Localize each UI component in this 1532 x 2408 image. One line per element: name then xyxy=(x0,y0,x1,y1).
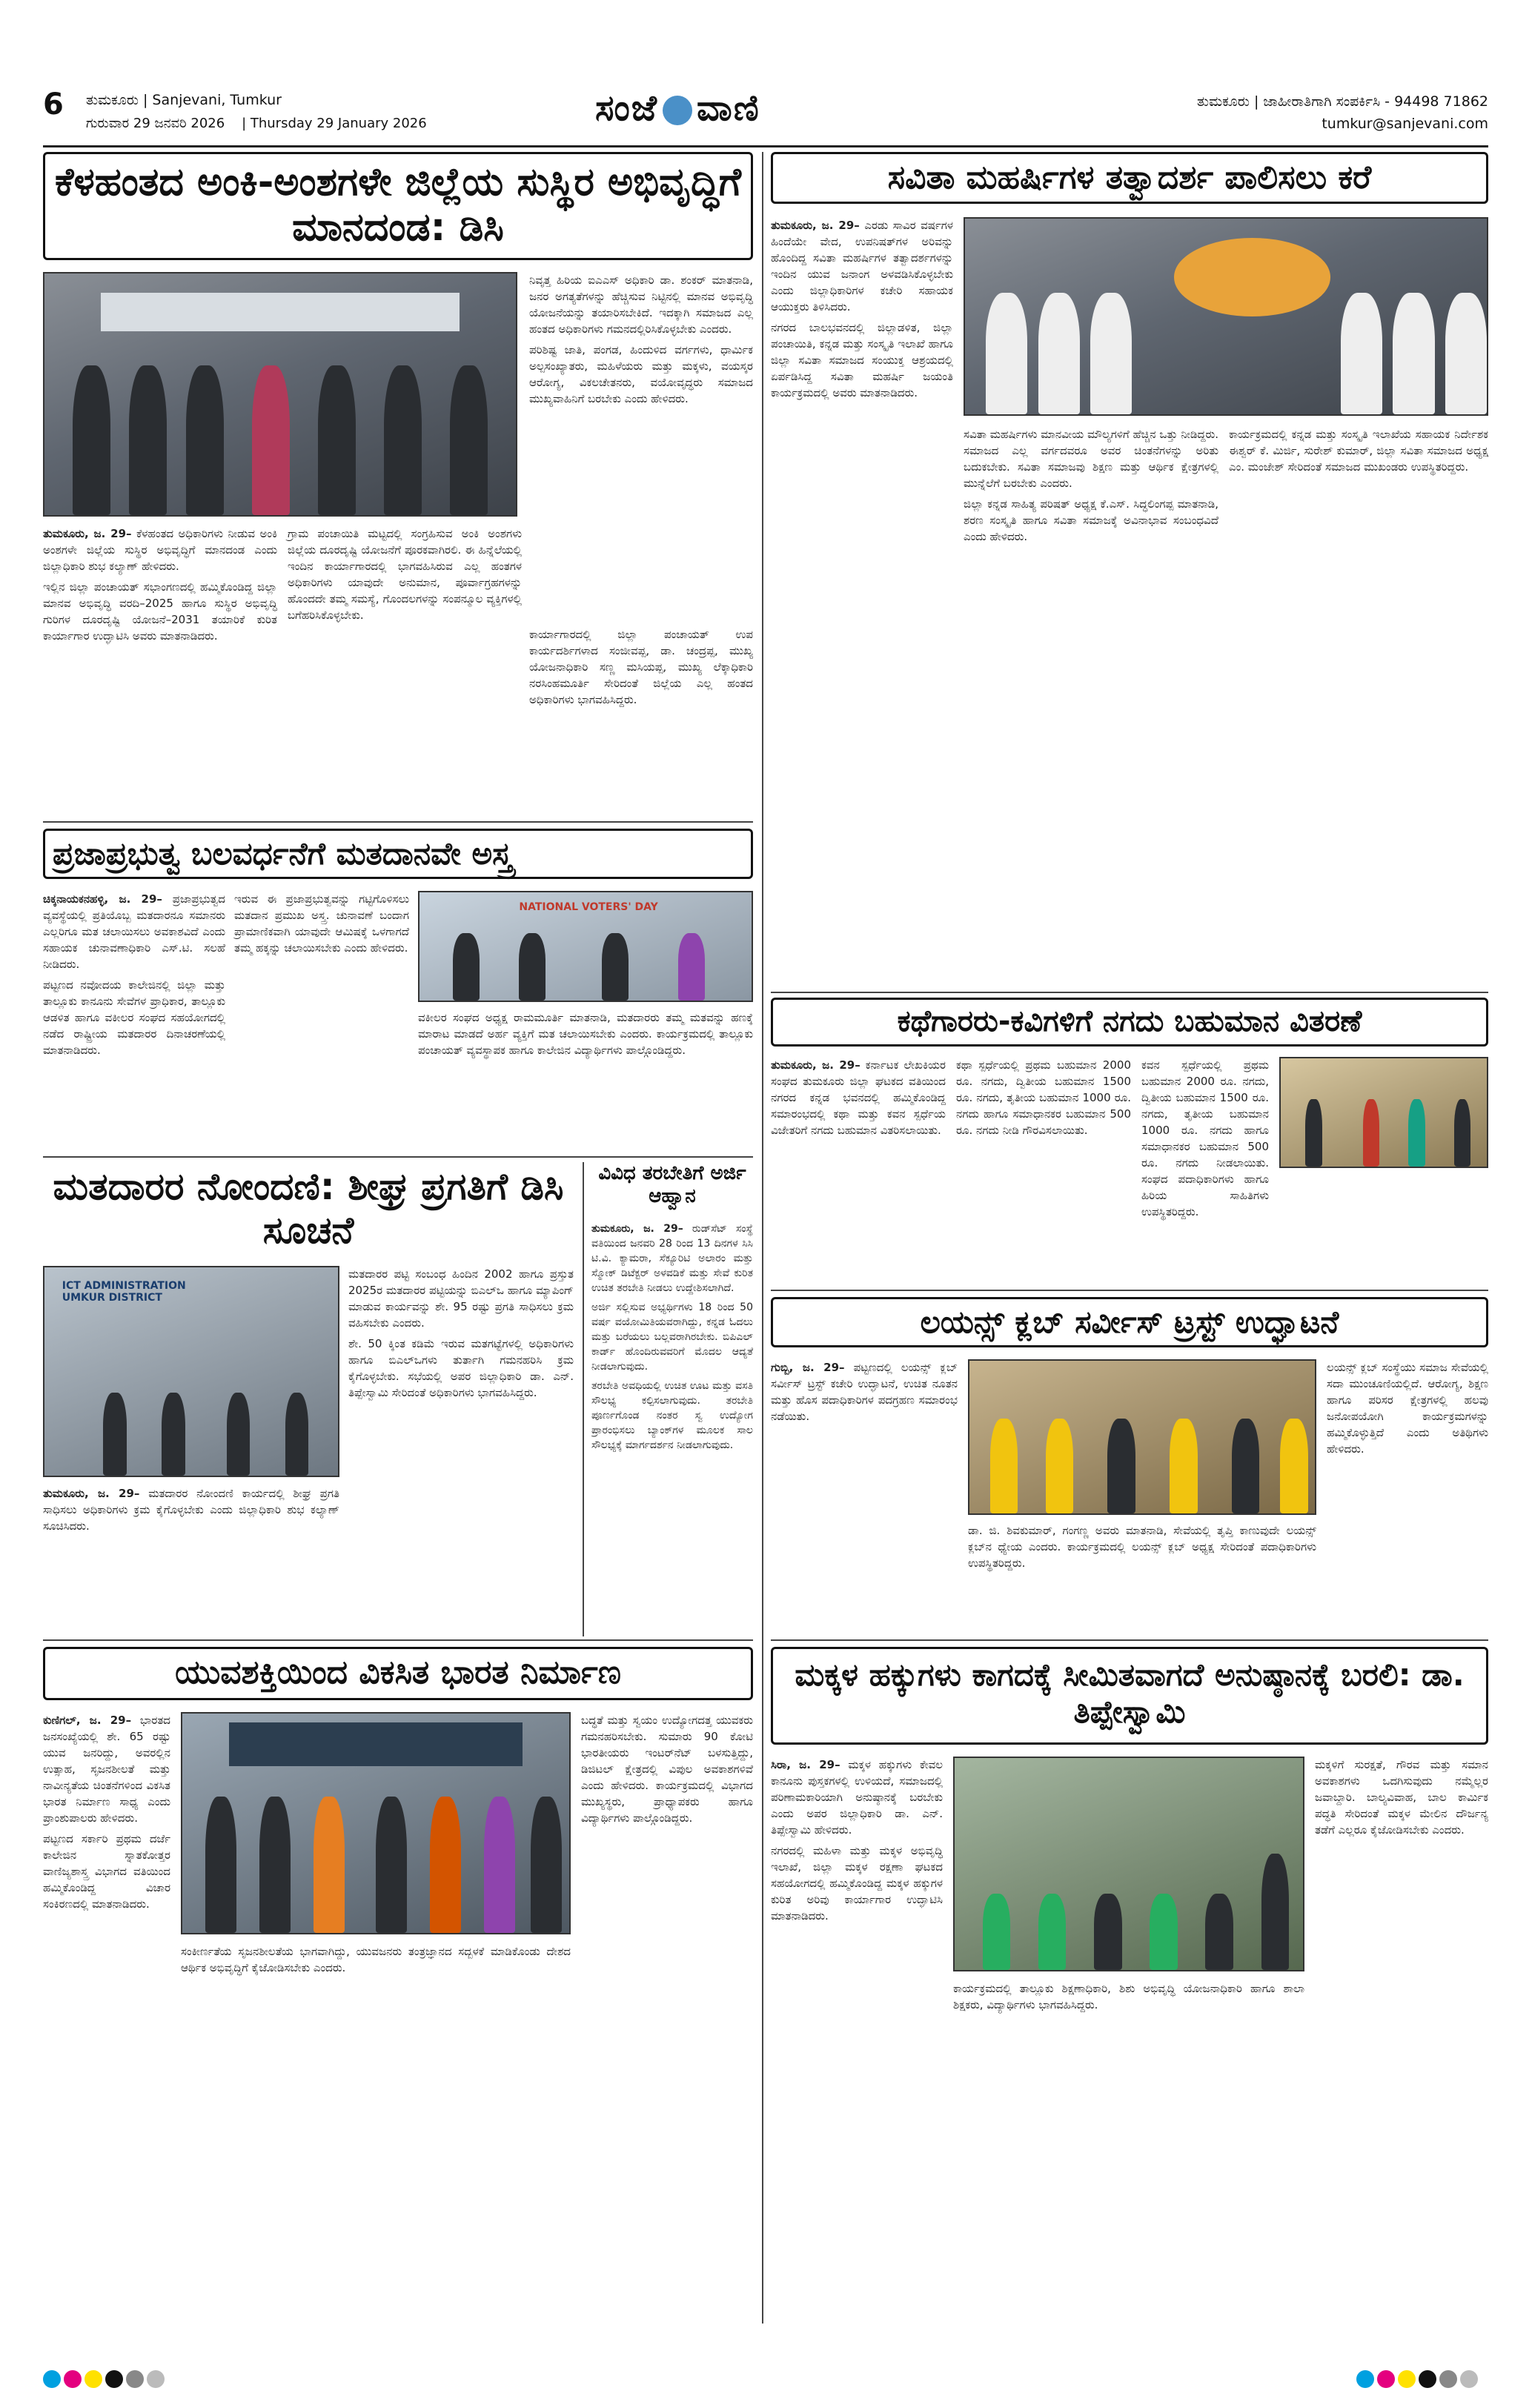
section-rule xyxy=(771,1290,1488,1291)
article-body xyxy=(348,1266,574,1405)
dateline: ಕುಣಿಗಲ್, ಜ. 29– xyxy=(43,1714,132,1727)
cyan-mark xyxy=(43,2370,61,2388)
article-kathegararu xyxy=(771,998,1488,1287)
masthead-rule xyxy=(43,145,1488,147)
page-number: 6 xyxy=(43,87,64,122)
dateline: ತುಮಕೂರು, ಜ. 29– xyxy=(591,1223,683,1235)
article-body xyxy=(529,272,753,411)
column-divider xyxy=(583,1162,584,1636)
photo-voters-day xyxy=(418,891,753,1002)
paragraph: ಮಕ್ಕಳಿಗೆ ಸುರಕ್ಷತೆ, ಗೌರವ ಮತ್ತು ಸಮಾನ ಅವಕಾಶಗಳು ಒದಗಿಸುವುದು ನಮ್ಮೆಲ್ಲರ ಜವಾಬ್ದಾರಿ. ಬಾಲ್ಯವಿವಾಹ, ಬಾಲ ಕಾರ್ಮಿಕ ಪದ್ಧತಿ ಸೇರಿದಂತೆ ಮಕ್ಕಳ ಮೇಲಿನ ದೌರ್ಜನ್ಯ ತಡೆಗೆ ಎಲ್ಲರೂ ಕೈಜೋಡಿಸಬೇಕು ಎಂದರು. xyxy=(1315,1758,1488,1837)
dateline: ಸಿರಾ, ಜ. 29– xyxy=(771,1758,840,1771)
paragraph: ಪಟ್ಟಣದ ನವೋದಯ ಕಾಲೇಜಿನಲ್ಲಿ ಜಿಲ್ಲಾ ಮತ್ತು ತಾಲ್ಲೂಕು ಕಾನೂನು ಸೇವೆಗಳ ಪ್ರಾಧಿಕಾರ, ತಾಲ್ಲೂಕು ಆಡಳಿತ ಹಾಗೂ ವಕೀಲರ ಸಂಘದ ಸಹಯೋಗದಲ್ಲಿ ನಡೆದ ರಾಷ್ಟ್ರೀಯ ಮತದಾರರ ದಿನಾಚರಣೆಯಲ್ಲಿ ಮಾತನಾಡಿದರು. xyxy=(43,978,225,1057)
photo-award xyxy=(1279,1057,1488,1168)
column-divider xyxy=(762,152,763,2324)
paragraph: ರುಡ್‌ಸೆಟ್ ಸಂಸ್ಥೆ ವತಿಯಿಂದ ಜನವರಿ 28 ರಿಂದ 13 ದಿನಗಳ ಸಿಸಿ ಟಿ.ವಿ. ಕ್ಯಾಮರಾ, ಸೆಕ್ಯೂರಿಟಿ ಅಲಾರಂ ಮತ್ತು ಸ್ಮೋಕ್ ಡಿಟೆಕ್ಟರ್ ಅಳವಡಿಕೆ ಮತ್ತು ಸೇವೆ ಕುರಿತ ಉಚಿತ ತರಬೇತಿ ನೀಡಲು ಉದ್ದೇಶಿಸಲಾಗಿದೆ. xyxy=(591,1223,753,1294)
article-voting-weapon xyxy=(43,829,753,1155)
article-child-rights xyxy=(771,1647,1488,2323)
headline: ಲಯನ್ಸ್ ಕ್ಲಬ್ ಸರ್ವೀಸ್ ಟ್ರಸ್ಟ್ ಉದ್ಘಾಟನೆ xyxy=(771,1297,1488,1347)
paragraph: ನಿವೃತ್ತ ಹಿರಿಯ ಐಎಎಸ್ ಅಧಿಕಾರಿ ಡಾ. ಶಂಕರ್ ಮಾತನಾಡಿ, ಜನರ ಅಗತ್ಯತೆಗಳನ್ನು ಹೆಚ್ಚಿಸುವ ನಿಟ್ಟಿನಲ್ಲಿ ಮಾನವ ಅಭಿವೃದ್ಧಿ ಯೋಜನೆಯನ್ನು ತಯಾರಿಸಬೇಕಿದೆ. ಇದಕ್ಕಾಗಿ ಸಮಾಜದ ಎಲ್ಲ ಹಂತದ ಅಧಿಕಾರಿಗಳು ಗಮನದಲ್ಲಿರಿಸಿಕೊಳ್ಳಬೇಕು ಎಂದರು. xyxy=(529,273,753,336)
section-rule xyxy=(43,821,753,823)
paragraph: ಇರುವ ಈ ಪ್ರಜಾಪ್ರಭುತ್ವವನ್ನು ಗಟ್ಟಿಗೊಳಿಸಲು ಮತದಾನ ಪ್ರಮುಖ ಅಸ್ತ್ರ. ಚುನಾವಣೆ ಬಂದಾಗ ಪ್ರಾಮಾಣಿಕವಾಗಿ ಯಾವುದೇ ಆಮಿಷಕ್ಕೆ ಒಳಗಾಗದೆ ತಮ್ಮ ಹಕ್ಕನ್ನು ಚಲಾಯಿಸಬೇಕು ಎಂದು ಹೇಳಿದರು. xyxy=(234,892,409,955)
article-voter-registration xyxy=(43,1162,574,1636)
article-dc-development xyxy=(43,152,753,823)
section-rule xyxy=(771,1639,1488,1641)
article-body xyxy=(529,626,753,712)
headline: ಕಥೆಗಾರರು-ಕವಿಗಳಿಗೆ ನಗದು ಬಹುಮಾನ ವಿತರಣೆ xyxy=(771,998,1488,1047)
cyan-mark xyxy=(1356,2370,1374,2388)
dateline: ಚಿಕ್ಕನಾಯಕನಹಳ್ಳಿ, ಜ. 29– xyxy=(43,892,162,906)
paragraph: ಸಂಕೀರ್ಣತೆಯ ಸೃಜನಶೀಲತೆಯ ಭಾಗವಾಗಿದ್ದು, ಯುವಜನರು ತಂತ್ರಜ್ಞಾನದ ಸದ್ಬಳಕೆ ಮಾಡಿಕೊಂಡು ದೇಶದ ಆರ್ಥಿಕ ಅಭಿವೃದ್ಧಿಗೆ ಕೈಜೋಡಿಸಬೇಕು ಎಂದರು. xyxy=(181,1945,571,1974)
date-line xyxy=(86,116,427,131)
date-kannada: ಗುರುವಾರ 29 ಜನವರಿ 2026 xyxy=(86,116,225,131)
dateline: ತುಮಕೂರು, ಜ. 29– xyxy=(771,1058,860,1072)
dateline: ತುಮಕೂರು, ಜ. 29– xyxy=(43,1487,140,1500)
article-training-applications xyxy=(591,1162,753,1636)
paragraph: ಕೆಳಹಂತದ ಅಧಿಕಾರಿಗಳು ನೀಡುವ ಅಂಕಿ ಅಂಶಗಳೇ ಜಿಲ್ಲೆಯ ಸುಸ್ಥಿರ ಅಭಿವೃದ್ಧಿಗೆ ಮಾನದಂಡ ಎಂದು ಜಿಲ್ಲಾಧಿಕಾರಿ ಶುಭ ಕಲ್ಯಾಣ್ ಹೇಳಿದರು. xyxy=(43,527,277,573)
paragraph: ನಗರದ ಬಾಲಭವನದಲ್ಲಿ ಜಿಲ್ಲಾಡಳಿತ, ಜಿಲ್ಲಾ ಪಂಚಾಯಿತಿ, ಕನ್ನಡ ಮತ್ತು ಸಂಸ್ಕೃತಿ ಇಲಾಖೆ ಹಾಗೂ ಜಿಲ್ಲಾ ಸವಿತಾ ಸಮಾಜದ ಸಂಯುಕ್ತ ಆಶ್ರಯದಲ್ಲಿ ಏರ್ಪಡಿಸಿದ್ದ ಸವಿತಾ ಮಹರ್ಷಿ ಜಯಂತಿ ಕಾರ್ಯಕ್ರಮದಲ್ಲಿ ಅವರು ಮಾತನಾಡಿದರು. xyxy=(771,321,953,399)
article-body xyxy=(771,1057,946,1143)
article-youth-power xyxy=(43,1647,753,2323)
section-rule xyxy=(771,992,1488,993)
paragraph: ಕರ್ನಾಟಕ ಲೇಖಕಿಯರ ಸಂಘದ ತುಮಕೂರು ಜಿಲ್ಲಾ ಘಟಕದ ವತಿಯಿಂದ ನಗರದ ಕನ್ನಡ ಭವನದಲ್ಲಿ ಹಮ್ಮಿಕೊಂಡಿದ್ದ ಸಮಾರಂಭದಲ್ಲಿ ಕಥಾ ಮತ್ತು ಕವನ ಸ್ಪರ್ಧೆಯ ವಿಜೇತರಿಗೆ ನಗದು ಬಹುಮಾನ ವಿತರಿಸಲಾಯಿತು. xyxy=(771,1058,946,1137)
paragraph: ನಗರದಲ್ಲಿ ಮಹಿಳಾ ಮತ್ತು ಮಕ್ಕಳ ಅಭಿವೃದ್ಧಿ ಇಲಾಖೆ, ಜಿಲ್ಲಾ ಮಕ್ಕಳ ರಕ್ಷಣಾ ಘಟಕದ ಸಹಯೋಗದಲ್ಲಿ ಹಮ್ಮಿಕೊಂಡಿದ್ದ ಮಕ್ಕಳ ಹಕ್ಕುಗಳ ಕುರಿತ ಅರಿವು ಕಾರ್ಯಾಗಾರ ಉದ್ಘಾಟಿಸಿ ಮಾತನಾಡಿದರು. xyxy=(771,1844,943,1923)
contact-info xyxy=(1197,90,1488,135)
article-body xyxy=(418,1009,753,1063)
headline: ಯುವಶಕ್ತಿಯಿಂದ ವಿಕಸಿತ ಭಾರತ ನಿರ್ಮಾಣ xyxy=(43,1647,753,1700)
registration-marks-left xyxy=(43,2370,168,2391)
article-body xyxy=(43,1485,339,1539)
article-body xyxy=(181,1943,571,1980)
paragraph: ಶೇ. 50 ಕ್ಕಿಂತ ಕಡಿಮೆ ಇರುವ ಮತಗಟ್ಟೆಗಳಲ್ಲಿ ಅಧಿಕಾರಿಗಳು ಹಾಗೂ ಬಿಎಲ್‌ಒಗಳು ತುರ್ತಾಗಿ ಗಮನಹರಿಸಿ ಕ್ರಮ ಕೈಗೊಳ್ಳಬೇಕು. ಸಭೆಯಲ್ಲಿ ಅಪರ ಜಿಲ್ಲಾಧಿಕಾರಿ ಡಾ. ಎನ್. ತಿಪ್ಪೇಸ್ವಾಮಿ ಸೇರಿದಂತೆ ಅಧಿಕಾರಿಗಳು ಭಾಗವಹಿಸಿದ್ದರು. xyxy=(348,1337,574,1399)
paragraph: ಎರಡು ಸಾವಿರ ವರ್ಷಗಳ ಹಿಂದೆಯೇ ವೇದ, ಉಪನಿಷತ್‌ಗಳ ಅರಿವನ್ನು ಹೊಂದಿದ್ದ ಸವಿತಾ ಮಹರ್ಷಿಗಳ ತತ್ವಾದರ್ಶಗಳನ್ನು ಇಂದಿನ ಯುವ ಜನಾಂಗ ಅಳವಡಿಸಿಕೊಳ್ಳಬೇಕು ಎಂದು ಜಿಲ್ಲಾಧಿಕಾರಿಗಳ ಕಚೇರಿ ಸಹಾಯಕ ಆಯುಕ್ತರು ತಿಳಿಸಿದರು. xyxy=(771,219,953,314)
grey-mark xyxy=(1439,2370,1457,2388)
article-body xyxy=(1141,1057,1269,1224)
registration-marks-right xyxy=(1356,2370,1481,2391)
paragraph: ಕವನ ಸ್ಪರ್ಧೆಯಲ್ಲಿ ಪ್ರಥಮ ಬಹುಮಾನ 2000 ರೂ. ನಗದು, ದ್ವಿತೀಯ ಬಹುಮಾನ 1500 ರೂ. ನಗದು, ತೃತೀಯ ಬಹುಮಾನ 1000 ರೂ. ನಗದು ಹಾಗೂ ಸಮಾಧಾನಕರ ಬಹುಮಾನ 500 ರೂ. ನಗದು ನೀಡಲಾಯಿತು. ಸಂಘದ ಪದಾಧಿಕಾರಿಗಳು ಹಾಗೂ ಹಿರಿಯ ಸಾಹಿತಿಗಳು ಉಪಸ್ಥಿತರಿದ್ದರು. xyxy=(1141,1058,1269,1218)
paragraph: ಪರಿಶಿಷ್ಟ ಜಾತಿ, ಪಂಗಡ, ಹಿಂದುಳಿದ ವರ್ಗಗಳು, ಧಾರ್ಮಿಕ ಅಲ್ಪಸಂಖ್ಯಾತರು, ಮಹಿಳೆಯರು ಮತ್ತು ಮಕ್ಕಳು, ವಯಸ್ಕರ ಆರೋಗ್ಯ, ವಿಕಲಚೇತನರು, ವಯೋವೃದ್ಧರು ಸಮಾಜದ ಮುಖ್ಯವಾಹಿನಿಗೆ ಬರಬೇಕು ಎಂದು ಹೇಳಿದರು. xyxy=(529,343,753,405)
logo-left: ಸಂಜೆ xyxy=(595,87,658,129)
photo-caption: ICT ADMINISTRATION UMKUR DISTRICT xyxy=(62,1279,186,1304)
headline: ಮತದಾರರ ನೋಂದಣಿ: ಶೀಘ್ರ ಪ್ರಗತಿಗೆ ಡಿಸಿ ಸೂಚನೆ xyxy=(53,1165,564,1252)
article-body xyxy=(771,1359,958,1429)
paragraph: ಲಯನ್ಸ್ ಕ್ಲಬ್ ಸಂಸ್ಥೆಯು ಸಮಾಜ ಸೇವೆಯಲ್ಲಿ ಸದಾ ಮುಂಚೂಣಿಯಲ್ಲಿದೆ. ಆರೋಗ್ಯ, ಶಿಕ್ಷಣ ಹಾಗೂ ಪರಿಸರ ಕ್ಷೇತ್ರಗಳಲ್ಲಿ ಹಲವು ಜನೋಪಯೋಗಿ ಕಾರ್ಯಕ್ರಮಗಳನ್ನು ಹಮ್ಮಿಕೊಳ್ಳುತ್ತಿದೆ ಎಂದು ಅತಿಥಿಗಳು ಹೇಳಿದರು. xyxy=(1327,1361,1488,1456)
yellow-mark xyxy=(1398,2370,1416,2388)
paragraph: ಮತದಾರರ ನೋಂದಣಿ ಕಾರ್ಯದಲ್ಲಿ ಶೀಘ್ರ ಪ್ರಗತಿ ಸಾಧಿಸಲು ಅಧಿಕಾರಿಗಳು ಕ್ರಮ ಕೈಗೊಳ್ಳಬೇಕು ಎಂದು ಜಿಲ್ಲಾಧಿಕಾರಿ ಶುಭ ಕಲ್ಯಾಣ್ ಸೂಚಿಸಿದರು. xyxy=(43,1487,339,1533)
logo-right: ವಾಣಿ xyxy=(696,87,760,129)
photo-seminar xyxy=(181,1712,571,1934)
paragraph: ಪ್ರಜಾಪ್ರಭುತ್ವದ ವ್ಯವಸ್ಥೆಯಲ್ಲಿ ಪ್ರತಿಯೊಬ್ಬ ಮತದಾರನೂ ಸಮಾನರು ಎಲ್ಲರಿಗೂ ಮತ ಚಲಾಯಿಸಲು ಅವಕಾಶವಿದೆ ಎಂದು ಸಹಾಯಕ ಚುನಾವಣಾಧಿಕಾರಿ ಎಸ್.ಟಿ. ಸಲಹೆ ನೀಡಿದರು. xyxy=(43,892,225,971)
article-body xyxy=(771,217,953,405)
paragraph: ಗ್ರಾಮ ಪಂಚಾಯಿತಿ ಮಟ್ಟದಲ್ಲಿ ಸಂಗ್ರಹಿಸುವ ಅಂಕಿ ಅಂಶಗಳು ಜಿಲ್ಲೆಯ ದೂರದೃಷ್ಟಿ ಯೋಜನೆಗೆ ಪೂರಕವಾಗಿರಲಿ. ಈ ಹಿನ್ನೆಲೆಯಲ್ಲಿ ಇಂದಿನ ಕಾರ್ಯಾಗಾರದಲ್ಲಿ ಭಾಗವಹಿಸಿರುವ ಎಲ್ಲ ಹಂತಗಳ ಅಧಿಕಾರಿಗಳು ಯಾವುದೇ ಅನುಮಾನ, ಪೂರ್ವಾಗ್ರಹಗಳನ್ನು ಹೊಂದದೇ ತಮ್ಮ ಸಮಸ್ಯೆ, ಗೊಂದಲಗಳನ್ನು ಸಂಪನ್ಮೂಲ ವ್ಯಕ್ತಿಗಳಲ್ಲಿ ಬಗೆಹರಿಸಿಕೊಳ್ಳಬೇಕು. xyxy=(288,527,522,622)
article-body xyxy=(43,891,225,1063)
dateline: ತುಮಕೂರು, ಜ. 29– xyxy=(43,527,132,540)
photo-jayanthi xyxy=(964,217,1488,416)
section-rule xyxy=(43,1639,753,1641)
black-mark xyxy=(105,2370,123,2388)
paragraph: ವಕೀಲರ ಸಂಘದ ಅಧ್ಯಕ್ಷ ರಾಮಮೂರ್ತಿ ಮಾತನಾಡಿ, ಮತದಾರರು ತಮ್ಮ ಮತವನ್ನು ಹಣಕ್ಕೆ ಮಾರಾಟ ಮಾಡದೆ ಅರ್ಹ ವ್ಯಕ್ತಿಗೆ ಮತ ಚಲಾಯಿಸಬೇಕು ಎಂದರು. ಕಾರ್ಯಕ್ರಮದಲ್ಲಿ ತಾಲ್ಲೂಕು ಪಂಚಾಯತ್ ವ್ಯವಸ್ಥಾಪಕ ಹಾಗೂ ಕಾಲೇಜಿನ ವಿದ್ಯಾರ್ಥಿಗಳು ಪಾಲ್ಗೊಂಡಿದ್ದರು. xyxy=(418,1011,753,1057)
headline: ಪ್ರಜಾಪ್ರಭುತ್ವ ಬಲವರ್ಧನೆಗೆ ಮತದಾನವೇ ಅಸ್ತ್ರ xyxy=(43,829,753,879)
light-grey-mark xyxy=(1460,2370,1478,2388)
paragraph: ಭಾರತದ ಜನಸಂಖ್ಯೆಯಲ್ಲಿ ಶೇ. 65 ರಷ್ಟು ಯುವ ಜನರಿದ್ದು, ಅವರಲ್ಲಿನ ಉತ್ಸಾಹ, ಸೃಜನಶೀಲತೆ ಮತ್ತು ನಾವೀನ್ಯತೆಯ ಚಿಂತನೆಗಳಿಂದ ವಿಕಸಿತ ಭಾರತ ನಿರ್ಮಾಣ ಸಾಧ್ಯ ಎಂದು ಪ್ರಾಂಶುಪಾಲರು ಹೇಳಿದರು. xyxy=(43,1714,170,1825)
article-body xyxy=(43,525,277,649)
grey-mark xyxy=(126,2370,144,2388)
article-body xyxy=(234,891,409,961)
article-body xyxy=(968,1522,1316,1576)
article-body xyxy=(1327,1359,1488,1462)
article-body xyxy=(591,1221,753,1457)
newspaper-logo xyxy=(595,87,760,130)
paragraph: ಕಾರ್ಯಕ್ರಮದಲ್ಲಿ ತಾಲ್ಲೂಕು ಶಿಕ್ಷಣಾಧಿಕಾರಿ, ಶಿಶು ಅಭಿವೃದ್ಧಿ ಯೋಜನಾಧಿಕಾರಿ ಹಾಗೂ ಶಾಲಾ ಶಿಕ್ಷಕರು, ವಿದ್ಯಾರ್ಥಿಗಳು ಭಾಗವಹಿಸಿದ್ದರು. xyxy=(953,1982,1304,2011)
headline: ಮಕ್ಕಳ ಹಕ್ಕುಗಳು ಕಾಗದಕ್ಕೆ ಸೀಮಿತವಾಗದೆ ಅನುಷ್ಠಾನಕ್ಕೆ ಬರಲಿ: ಡಾ. ತಿಪ್ಪೇಸ್ವಾಮಿ xyxy=(771,1647,1488,1745)
light-grey-mark xyxy=(147,2370,165,2388)
masthead xyxy=(43,87,1488,141)
date-english: | Thursday 29 January 2026 xyxy=(242,116,427,131)
article-lions-club xyxy=(771,1297,1488,1639)
yellow-mark xyxy=(84,2370,102,2388)
paragraph: ಬದ್ಧತೆ ಮತ್ತು ಸ್ವಯಂ ಉದ್ಯೋಗದತ್ತ ಯುವಕರು ಗಮನಹರಿಸಬೇಕು. ಸುಮಾರು 90 ಕೋಟಿ ಭಾರತೀಯರು ಇಂಟರ್‌ನೆಟ್ ಬಳಸುತ್ತಿದ್ದು, ಡಿಜಿಟಲ್ ಕ್ಷೇತ್ರದಲ್ಲಿ ವಿಪುಲ ಅವಕಾಶಗಳಿವೆ ಎಂದು ಹೇಳಿದರು. ಕಾರ್ಯಕ್ರಮದಲ್ಲಿ ವಿಭಾಗದ ಮುಖ್ಯಸ್ಥರು, ಪ್ರಾಧ್ಯಾಪಕರು ಹಾಗೂ ವಿದ್ಯಾರ್ಥಿಗಳು ಪಾಲ್ಗೊಂಡಿದ್ದರು. xyxy=(581,1714,753,1825)
article-body xyxy=(581,1712,753,1831)
paragraph: ಸವಿತಾ ಮಹರ್ಷಿಗಳು ಮಾನವೀಯ ಮೌಲ್ಯಗಳಿಗೆ ಹೆಚ್ಚಿನ ಒತ್ತು ನೀಡಿದ್ದರು. ಸಮಾಜದ ಎಲ್ಲ ವರ್ಗದವರೂ ಅವರ ಚಿಂತನೆಗಳನ್ನು ಅರಿತು ಬದುಕಬೇಕು. ಸವಿತಾ ಸಮಾಜವು ಶಿಕ್ಷಣ ಮತ್ತು ಆರ್ಥಿಕ ಕ್ಷೇತ್ರಗಳಲ್ಲಿ ಮುನ್ನೆಲೆಗೆ ಬರಬೇಕು ಎಂದರು. xyxy=(964,428,1218,490)
paragraph: ಇಲ್ಲಿನ ಜಿಲ್ಲಾ ಪಂಚಾಯತ್ ಸಭಾಂಗಣದಲ್ಲಿ ಹಮ್ಮಿಕೊಂಡಿದ್ದ ಜಿಲ್ಲಾ ಮಾನವ ಅಭಿವೃದ್ಧಿ ವರದಿ–2025 ಹಾಗೂ ಸುಸ್ಥಿರ ಅಭಿವೃದ್ಧಿ ಗುರಿಗಳ ದೂರದೃಷ್ಟಿ ಯೋಜನೆ–2031 ತಯಾರಿಕೆ ಕುರಿತ ಕಾರ್ಯಾಗಾರ ಉದ್ಘಾಟಿಸಿ ಅವರು ಮಾತನಾಡಿದರು. xyxy=(43,580,277,643)
article-body xyxy=(964,426,1218,549)
paragraph: ಮತದಾರರ ಪಟ್ಟಿ ಸಂಬಂಧ ಹಿಂದಿನ 2002 ಹಾಗೂ ಪ್ರಸ್ತುತ 2025ರ ಮತದಾರರ ಪಟ್ಟಿಯನ್ನು ಬಿಎಲ್‌ಒ ಹಾಗೂ ಮ್ಯಾಪಿಂಗ್ ಮಾಡುವ ಕಾರ್ಯವನ್ನು ಶೇ. 95 ರಷ್ಟು ಪ್ರಗತಿ ಸಾಧಿಸಲು ಕ್ರಮ ವಹಿಸಬೇಕು ಎಂದರು. xyxy=(348,1267,574,1330)
article-body xyxy=(771,1757,943,1928)
paragraph: ಮಕ್ಕಳ ಹಕ್ಕುಗಳು ಕೇವಲ ಕಾನೂನು ಪುಸ್ತಕಗಳಲ್ಲಿ ಉಳಿಯದೆ, ಸಮಾಜದಲ್ಲಿ ಪರಿಣಾಮಕಾರಿಯಾಗಿ ಅನುಷ್ಠಾನಕ್ಕೆ ಬರಬೇಕು ಎಂದು ಅಪರ ಜಿಲ್ಲಾಧಿಕಾರಿ ಡಾ. ಎನ್. ತಿಪ್ಪೇಸ್ವಾಮಿ ಹೇಳಿದರು. xyxy=(771,1758,943,1837)
paragraph: ಅರ್ಜಿ ಸಲ್ಲಿಸುವ ಅಭ್ಯರ್ಥಿಗಳು 18 ರಿಂದ 50 ವರ್ಷ ವಯೋಮಿತಿಯವರಾಗಿದ್ದು, ಕನ್ನಡ ಓದಲು ಮತ್ತು ಬರೆಯಲು ಬಲ್ಲವರಾಗಿರಬೇಕು. ಬಿಪಿಎಲ್ ಕಾರ್ಡ್ ಹೊಂದಿರುವವರಿಗೆ ಮೊದಲ ಆದ್ಯತೆ ನೀಡಲಾಗುವುದು. xyxy=(591,1301,753,1373)
edition-line: ತುಮಕೂರು | Sanjevani, Tumkur xyxy=(86,92,282,108)
photo-workshop-children xyxy=(953,1757,1304,1971)
magenta-mark xyxy=(1377,2370,1395,2388)
headline: ಸವಿತಾ ಮಹರ್ಷಿಗಳ ತತ್ವಾದರ್ಶ ಪಾಲಿಸಲು ಕರೆ xyxy=(771,152,1488,204)
paragraph: ಕಾರ್ಯಕ್ರಮದಲ್ಲಿ ಕನ್ನಡ ಮತ್ತು ಸಂಸ್ಕೃತಿ ಇಲಾಖೆಯ ಸಹಾಯಕ ನಿರ್ದೇಶಕ ಈಶ್ವರ್ ಕೆ. ಮಿರ್ಜಿ, ಸುರೇಶ್ ಕುಮಾರ್, ಜಿಲ್ಲಾ ಸವಿತಾ ಸಮಾಜದ ಅಧ್ಯಕ್ಷ ಎಂ. ಮಂಜೇಶ್ ಸೇರಿದಂತೆ ಸಮಾಜದ ಮುಖಂಡರು ಉಪಸ್ಥಿತರಿದ್ದರು. xyxy=(1229,428,1488,474)
paragraph: ತರಬೇತಿ ಅವಧಿಯಲ್ಲಿ ಉಚಿತ ಊಟ ಮತ್ತು ವಸತಿ ಸೌಲಭ್ಯ ಕಲ್ಪಿಸಲಾಗುವುದು. ತರಬೇತಿ ಪೂರ್ಣಗೊಂಡ ನಂತರ ಸ್ವ ಉದ್ಯೋಗ ಪ್ರಾರಂಭಿಸಲು ಬ್ಯಾಂಕ್‌ಗಳ ಮೂಲಕ ಸಾಲ ಸೌಲಭ್ಯಕ್ಕೆ ಮಾರ್ಗದರ್ಶನ ನೀಡಲಾಗುವುದು. xyxy=(591,1380,753,1451)
ad-contact: ತುಮಕೂರು | ಜಾಹೀರಾತಿಗಾಗಿ ಸಂಪರ್ಕಿಸಿ - 94498 71862 xyxy=(1196,93,1488,110)
photo-meeting xyxy=(43,1266,339,1477)
article-body xyxy=(288,525,522,628)
headline: ಕೆಳಹಂತದ ಅಂಕಿ-ಅಂಶಗಳೇ ಜಿಲ್ಲೆಯ ಸುಸ್ಥಿರ ಅಭಿವೃದ್ಧಿಗೆ ಮಾನದಂಡ: ಡಿಸಿ xyxy=(43,152,753,260)
article-savitha-maharshi xyxy=(771,152,1488,986)
article-body xyxy=(953,1980,1304,2017)
black-mark xyxy=(1419,2370,1436,2388)
paragraph: ಪಟ್ಟಣದ ಸರ್ಕಾರಿ ಪ್ರಥಮ ದರ್ಜೆ ಕಾಲೇಜಿನ ಸ್ನಾತಕೋತ್ತರ ವಾಣಿಜ್ಯಶಾಸ್ತ್ರ ವಿಭಾಗದ ವತಿಯಿಂದ ಹಮ್ಮಿಕೊಂಡಿದ್ದ ವಿಚಾರ ಸಂಕಿರಣದಲ್ಲಿ ಮಾತನಾಡಿದರು. xyxy=(43,1832,170,1911)
article-body xyxy=(1315,1757,1488,1843)
headline: ವಿವಿಧ ತರಬೇತಿಗೆ ಅರ್ಜಿ ಆಹ್ವಾನ xyxy=(598,1162,746,1207)
paragraph: ಕಾರ್ಯಾಗಾರದಲ್ಲಿ ಜಿಲ್ಲಾ ಪಂಚಾಯತ್ ಉಪ ಕಾರ್ಯದರ್ಶಿಗಳಾದ ಸಂಜೀವಪ್ಪ, ಡಾ. ಚಂದ್ರಪ್ಪ, ಮುಖ್ಯ ಯೋಜನಾಧಿಕಾರಿ ಸಣ್ಣ ಮಸಿಯಪ್ಪ, ಮುಖ್ಯ ಲೆಕ್ಕಾಧಿಕಾರಿ ನರಸಿಂಹಮೂರ್ತಿ ಸೇರಿದಂತೆ ಜಿಲ್ಲೆಯ ಎಲ್ಲ ಹಂತದ ಅಧಿಕಾರಿಗಳು ಭಾಗವಹಿಸಿದ್ದರು. xyxy=(529,628,753,706)
article-body xyxy=(956,1057,1131,1143)
dateline: ತುಮಕೂರು, ಜ. 29– xyxy=(771,219,860,232)
article-body xyxy=(43,1712,170,1917)
article-body xyxy=(1229,426,1488,480)
photo-lions-inauguration xyxy=(968,1359,1316,1515)
section-rule xyxy=(43,1156,753,1158)
globe-icon xyxy=(663,96,692,125)
paragraph: ಜಿಲ್ಲಾ ಕನ್ನಡ ಸಾಹಿತ್ಯ ಪರಿಷತ್ ಅಧ್ಯಕ್ಷ ಕೆ.ಎಸ್. ಸಿದ್ಧಲಿಂಗಪ್ಪ ಮಾತನಾಡಿ, ಶರಣ ಸಂಸ್ಕೃತಿ ಹಾಗೂ ಸವಿತಾ ಸಮಾಜಕ್ಕೆ ಅವಿನಾಭಾವ ಸಂಬಂಧವಿದೆ ಎಂದು ಹೇಳಿದರು. xyxy=(964,497,1218,543)
photo-caption: NATIONAL VOTERS' DAY xyxy=(519,900,658,913)
paragraph: ಡಾ. ಜಿ. ಶಿವಕುಮಾರ್, ಗಂಗಣ್ಣ ಅವರು ಮಾತನಾಡಿ, ಸೇವೆಯಲ್ಲಿ ತೃಪ್ತಿ ಕಾಣುವುದೇ ಲಯನ್ಸ್ ಕ್ಲಬ್‌ನ ಧ್ಯೇಯ ಎಂದರು. ಕಾರ್ಯಕ್ರಮದಲ್ಲಿ ಲಯನ್ಸ್ ಕ್ಲಬ್ ಅಧ್ಯಕ್ಷ ಸೇರಿದಂತೆ ಪದಾಧಿಕಾರಿಗಳು ಉಪಸ್ಥಿತರಿದ್ದರು. xyxy=(968,1524,1316,1570)
dateline: ಗುಬ್ಬಿ, ಜ. 29– xyxy=(771,1361,845,1374)
photo-workshop xyxy=(43,272,517,517)
magenta-mark xyxy=(64,2370,82,2388)
paragraph: ಕಥಾ ಸ್ಪರ್ಧೆಯಲ್ಲಿ ಪ್ರಥಮ ಬಹುಮಾನ 2000 ರೂ. ನಗದು, ದ್ವಿತೀಯ ಬಹುಮಾನ 1500 ರೂ. ನಗದು, ತೃತೀಯ ಬಹುಮಾನ 1000 ರೂ. ನಗದು ಹಾಗೂ ಸಮಾಧಾನಕರ ಬಹುಮಾನ 500 ರೂ. ನಗದು ನೀಡಿ ಗೌರವಿಸಲಾಯಿತು. xyxy=(956,1058,1131,1137)
paragraph: ಪಟ್ಟಣದಲ್ಲಿ ಲಯನ್ಸ್ ಕ್ಲಬ್ ಸರ್ವೀಸ್ ಟ್ರಸ್ಟ್ ಕಚೇರಿ ಉದ್ಘಾಟನೆ, ಉಚಿತ ನೂತನ ಮತ್ತು ಹೊಸ ಪದಾಧಿಕಾರಿಗಳ ಪದಗ್ರಹಣ ಸಮಾರಂಭ ನಡೆಯಿತು. xyxy=(771,1361,958,1423)
email-link[interactable]: tumkur@sanjevani.com xyxy=(1322,116,1488,132)
